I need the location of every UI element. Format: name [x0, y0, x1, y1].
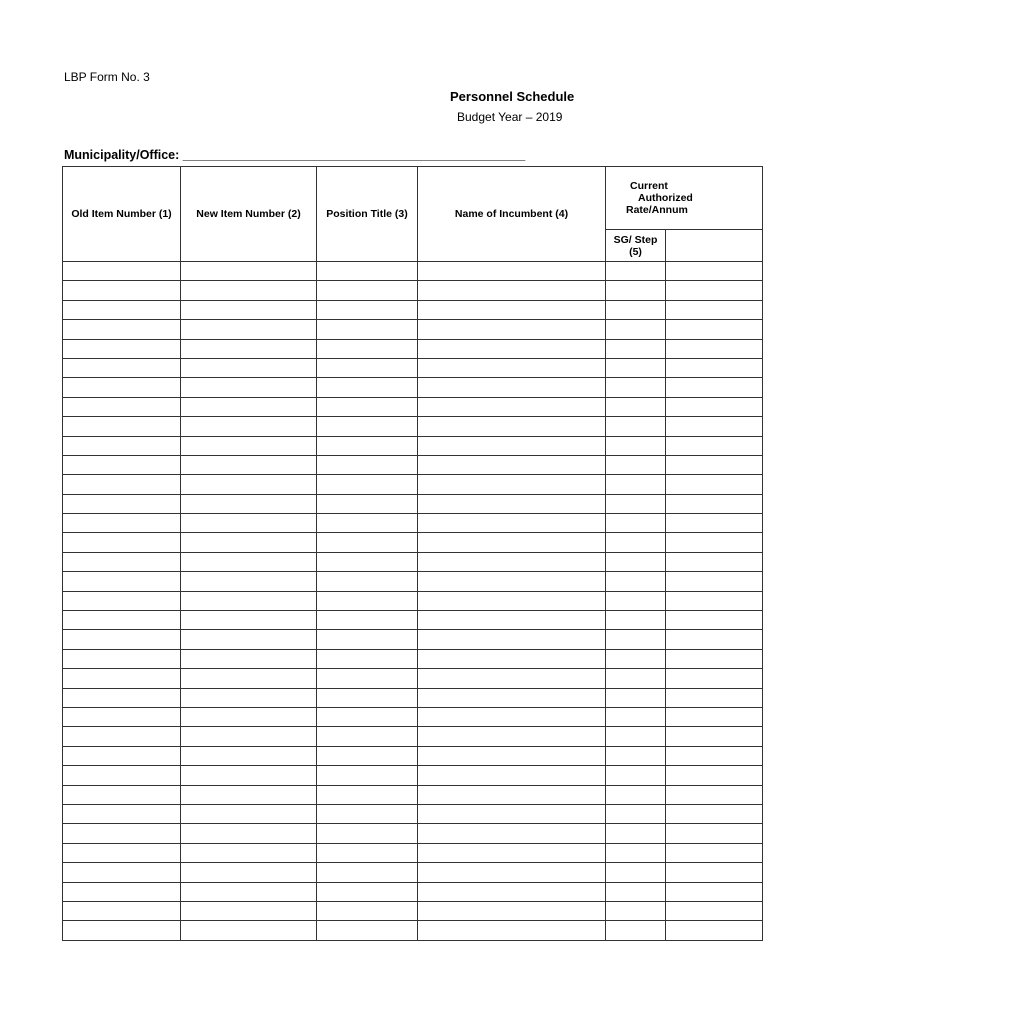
cell-next-col[interactable] — [666, 727, 763, 746]
cell-sg-step[interactable] — [606, 455, 666, 474]
cell-new-item[interactable] — [181, 591, 317, 610]
cell-new-item[interactable] — [181, 552, 317, 571]
cell-next-col[interactable] — [666, 688, 763, 707]
table-row — [63, 669, 763, 688]
cell-new-item[interactable] — [181, 785, 317, 804]
table-row — [63, 727, 763, 746]
cell-new-item[interactable] — [181, 320, 317, 339]
cell-next-col[interactable] — [666, 901, 763, 920]
cell-old-item[interactable] — [63, 572, 181, 591]
cell-sg-step[interactable] — [606, 397, 666, 416]
cell-old-item[interactable] — [63, 882, 181, 901]
cell-old-item[interactable] — [63, 320, 181, 339]
cell-old-item[interactable] — [63, 766, 181, 785]
cell-sg-step[interactable] — [606, 494, 666, 513]
cell-incumbent[interactable] — [418, 727, 606, 746]
table-row — [63, 552, 763, 571]
cell-incumbent[interactable] — [418, 572, 606, 591]
cell-sg-step[interactable] — [606, 882, 666, 901]
cell-position[interactable] — [317, 262, 418, 281]
header-sg-step-line2: (5) — [629, 245, 642, 258]
cell-position[interactable] — [317, 533, 418, 552]
cell-position[interactable] — [317, 804, 418, 823]
cell-next-col[interactable] — [666, 611, 763, 630]
cell-position[interactable] — [317, 649, 418, 668]
cell-new-item[interactable] — [181, 882, 317, 901]
cell-incumbent[interactable] — [418, 320, 606, 339]
cell-old-item[interactable] — [63, 514, 181, 533]
header-new-item-number: New Item Number (2) — [181, 167, 317, 262]
table-row — [63, 475, 763, 494]
cell-new-item[interactable] — [181, 572, 317, 591]
cell-old-item[interactable] — [63, 707, 181, 726]
table-row — [63, 281, 763, 300]
cell-position[interactable] — [317, 494, 418, 513]
cell-incumbent[interactable] — [418, 882, 606, 901]
cell-incumbent[interactable] — [418, 533, 606, 552]
cell-next-col[interactable] — [666, 494, 763, 513]
cell-position[interactable] — [317, 882, 418, 901]
cell-new-item[interactable] — [181, 611, 317, 630]
cell-position[interactable] — [317, 766, 418, 785]
cell-position[interactable] — [317, 727, 418, 746]
cell-position[interactable] — [317, 843, 418, 862]
cell-next-col[interactable] — [666, 262, 763, 281]
cell-position[interactable] — [317, 785, 418, 804]
cell-old-item[interactable] — [63, 552, 181, 571]
cell-old-item[interactable] — [63, 475, 181, 494]
cell-sg-step[interactable] — [606, 901, 666, 920]
cell-sg-step[interactable] — [606, 475, 666, 494]
cell-next-col[interactable] — [666, 358, 763, 377]
cell-new-item[interactable] — [181, 339, 317, 358]
table-row — [63, 455, 763, 474]
cell-sg-step[interactable] — [606, 766, 666, 785]
cell-new-item[interactable] — [181, 921, 317, 940]
table-row — [63, 611, 763, 630]
cell-incumbent[interactable] — [418, 630, 606, 649]
cell-new-item[interactable] — [181, 358, 317, 377]
cell-old-item[interactable] — [63, 611, 181, 630]
table-row — [63, 494, 763, 513]
cell-position[interactable] — [317, 552, 418, 571]
header-name-of-incumbent: Name of Incumbent (4) — [418, 167, 606, 262]
cell-position[interactable] — [317, 921, 418, 940]
table-row — [63, 436, 763, 455]
table-row — [63, 901, 763, 920]
cell-incumbent[interactable] — [418, 552, 606, 571]
table-row — [63, 630, 763, 649]
cell-next-col[interactable] — [666, 514, 763, 533]
cell-next-col[interactable] — [666, 669, 763, 688]
cell-new-item[interactable] — [181, 901, 317, 920]
table-row — [63, 533, 763, 552]
cell-position[interactable] — [317, 339, 418, 358]
header-next-subcolumn — [666, 230, 763, 262]
cell-position[interactable] — [317, 417, 418, 436]
cell-old-item[interactable] — [63, 669, 181, 688]
cell-incumbent[interactable] — [418, 397, 606, 416]
cell-position[interactable] — [317, 300, 418, 319]
cell-old-item[interactable] — [63, 262, 181, 281]
cell-position[interactable] — [317, 397, 418, 416]
cell-sg-step[interactable] — [606, 572, 666, 591]
cell-incumbent[interactable] — [418, 475, 606, 494]
cell-old-item[interactable] — [63, 649, 181, 668]
table-row — [63, 804, 763, 823]
cell-sg-step[interactable] — [606, 785, 666, 804]
cell-new-item[interactable] — [181, 669, 317, 688]
cell-next-col[interactable] — [666, 475, 763, 494]
cell-next-col[interactable] — [666, 804, 763, 823]
table-row — [63, 514, 763, 533]
municipality-field[interactable] — [64, 148, 525, 162]
cell-position[interactable] — [317, 901, 418, 920]
cell-new-item[interactable] — [181, 436, 317, 455]
cell-old-item[interactable] — [63, 863, 181, 882]
cell-next-col[interactable] — [666, 921, 763, 940]
cell-new-item[interactable] — [181, 727, 317, 746]
cell-old-item[interactable] — [63, 591, 181, 610]
cell-next-col[interactable] — [666, 591, 763, 610]
cell-incumbent[interactable] — [418, 901, 606, 920]
cell-new-item[interactable] — [181, 746, 317, 765]
cell-old-item[interactable] — [63, 436, 181, 455]
table-row — [63, 358, 763, 377]
cell-next-col[interactable] — [666, 882, 763, 901]
municipality-label: Municipality/Office: — [64, 148, 180, 162]
schedule-table-viewport — [62, 166, 693, 946]
cell-new-item[interactable] — [181, 707, 317, 726]
cell-position[interactable] — [317, 746, 418, 765]
cell-incumbent[interactable] — [418, 785, 606, 804]
cell-old-item[interactable] — [63, 417, 181, 436]
header-sg-step-line1: SG/ Step — [613, 233, 658, 246]
cell-sg-step[interactable] — [606, 436, 666, 455]
cell-sg-step[interactable] — [606, 591, 666, 610]
cell-new-item[interactable] — [181, 281, 317, 300]
cell-sg-step[interactable] — [606, 921, 666, 940]
cell-incumbent[interactable] — [418, 455, 606, 474]
cell-old-item[interactable] — [63, 921, 181, 940]
cell-sg-step[interactable] — [606, 804, 666, 823]
table-row — [63, 863, 763, 882]
header-current-authorized-rate — [606, 167, 763, 230]
cell-next-col[interactable] — [666, 339, 763, 358]
cell-next-col[interactable] — [666, 378, 763, 397]
cell-new-item[interactable] — [181, 300, 317, 319]
cell-incumbent[interactable] — [418, 494, 606, 513]
table-row — [63, 766, 763, 785]
cell-sg-step[interactable] — [606, 378, 666, 397]
cell-incumbent[interactable] — [418, 766, 606, 785]
cell-old-item[interactable] — [63, 397, 181, 416]
table-row — [63, 649, 763, 668]
header-position-title: Position Title (3) — [317, 167, 418, 262]
cell-position[interactable] — [317, 436, 418, 455]
cell-new-item[interactable] — [181, 688, 317, 707]
cell-sg-step[interactable] — [606, 707, 666, 726]
table-row — [63, 300, 763, 319]
cell-incumbent[interactable] — [418, 358, 606, 377]
cell-sg-step[interactable] — [606, 669, 666, 688]
header-current-line2: Authorized — [638, 192, 693, 204]
cell-position[interactable] — [317, 455, 418, 474]
cell-next-col[interactable] — [666, 436, 763, 455]
cell-new-item[interactable] — [181, 378, 317, 397]
cell-next-col[interactable] — [666, 300, 763, 319]
cell-new-item[interactable] — [181, 649, 317, 668]
cell-old-item[interactable] — [63, 339, 181, 358]
cell-position[interactable] — [317, 475, 418, 494]
cell-new-item[interactable] — [181, 475, 317, 494]
cell-next-col[interactable] — [666, 397, 763, 416]
cell-sg-step[interactable] — [606, 843, 666, 862]
cell-position[interactable] — [317, 591, 418, 610]
cell-new-item[interactable] — [181, 533, 317, 552]
cell-new-item[interactable] — [181, 863, 317, 882]
cell-incumbent[interactable] — [418, 707, 606, 726]
cell-sg-step[interactable] — [606, 262, 666, 281]
cell-old-item[interactable] — [63, 824, 181, 843]
cell-old-item[interactable] — [63, 746, 181, 765]
cell-sg-step[interactable] — [606, 552, 666, 571]
cell-incumbent[interactable] — [418, 417, 606, 436]
table-row — [63, 746, 763, 765]
table-row — [63, 843, 763, 862]
cell-sg-step[interactable] — [606, 863, 666, 882]
cell-new-item[interactable] — [181, 630, 317, 649]
cell-incumbent[interactable] — [418, 378, 606, 397]
cell-new-item[interactable] — [181, 455, 317, 474]
cell-sg-step[interactable] — [606, 358, 666, 377]
cell-next-col[interactable] — [666, 320, 763, 339]
cell-old-item[interactable] — [63, 901, 181, 920]
cell-next-col[interactable] — [666, 746, 763, 765]
table-row — [63, 339, 763, 358]
table-row — [63, 707, 763, 726]
cell-next-col[interactable] — [666, 572, 763, 591]
cell-position[interactable] — [317, 378, 418, 397]
cell-old-item[interactable] — [63, 630, 181, 649]
header-current-line3: Rate/Annum — [626, 204, 688, 216]
cell-sg-step[interactable] — [606, 339, 666, 358]
cell-sg-step[interactable] — [606, 417, 666, 436]
cell-new-item[interactable] — [181, 417, 317, 436]
cell-incumbent[interactable] — [418, 514, 606, 533]
cell-sg-step[interactable] — [606, 630, 666, 649]
cell-next-col[interactable] — [666, 785, 763, 804]
cell-sg-step[interactable] — [606, 746, 666, 765]
table-row — [63, 417, 763, 436]
title-text: Personnel Schedule — [450, 89, 575, 104]
cell-incumbent[interactable] — [418, 863, 606, 882]
cell-incumbent[interactable] — [418, 669, 606, 688]
table-row — [63, 397, 763, 416]
table-row — [63, 320, 763, 339]
cell-next-col[interactable] — [666, 552, 763, 571]
cell-new-item[interactable] — [181, 494, 317, 513]
cell-position[interactable] — [317, 572, 418, 591]
cell-next-col[interactable] — [666, 417, 763, 436]
cell-old-item[interactable] — [63, 688, 181, 707]
cell-old-item[interactable] — [63, 281, 181, 300]
cell-next-col[interactable] — [666, 533, 763, 552]
table-row — [63, 824, 763, 843]
cell-next-col[interactable] — [666, 843, 763, 862]
cell-sg-step[interactable] — [606, 514, 666, 533]
table-row — [63, 785, 763, 804]
cell-new-item[interactable] — [181, 766, 317, 785]
cell-incumbent[interactable] — [418, 339, 606, 358]
cell-position[interactable] — [317, 688, 418, 707]
cell-incumbent[interactable] — [418, 300, 606, 319]
cell-sg-step[interactable] — [606, 281, 666, 300]
cell-new-item[interactable] — [181, 843, 317, 862]
cell-new-item[interactable] — [181, 514, 317, 533]
cell-position[interactable] — [317, 611, 418, 630]
cell-next-col[interactable] — [666, 824, 763, 843]
cell-position[interactable] — [317, 824, 418, 843]
cell-next-col[interactable] — [666, 455, 763, 474]
cell-next-col[interactable] — [666, 766, 763, 785]
cell-new-item[interactable] — [181, 397, 317, 416]
cell-old-item[interactable] — [63, 727, 181, 746]
table-row — [63, 688, 763, 707]
cell-sg-step[interactable] — [606, 320, 666, 339]
cell-next-col[interactable] — [666, 649, 763, 668]
cell-incumbent[interactable] — [418, 262, 606, 281]
municipality-blank-line[interactable]: _____________________________________________________ — [182, 148, 525, 162]
cell-position[interactable] — [317, 358, 418, 377]
cell-incumbent[interactable] — [418, 649, 606, 668]
table-row — [63, 921, 763, 940]
cell-incumbent[interactable] — [418, 824, 606, 843]
cell-old-item[interactable] — [63, 494, 181, 513]
cell-old-item[interactable] — [63, 785, 181, 804]
cell-old-item[interactable] — [63, 300, 181, 319]
cell-old-item[interactable] — [63, 843, 181, 862]
cell-position[interactable] — [317, 707, 418, 726]
cell-position[interactable] — [317, 863, 418, 882]
table-row — [63, 882, 763, 901]
cell-next-col[interactable] — [666, 707, 763, 726]
cell-incumbent[interactable] — [418, 804, 606, 823]
cell-position[interactable] — [317, 320, 418, 339]
subtitle-text: Budget Year – 2019 — [457, 110, 563, 124]
cell-incumbent[interactable] — [418, 746, 606, 765]
cell-sg-step[interactable] — [606, 688, 666, 707]
cell-next-col[interactable] — [666, 863, 763, 882]
table-row — [63, 262, 763, 281]
form-number: LBP Form No. 3 — [64, 70, 150, 84]
header-old-item-number: Old Item Number (1) — [63, 167, 181, 262]
cell-position[interactable] — [317, 281, 418, 300]
cell-incumbent[interactable] — [418, 436, 606, 455]
cell-incumbent[interactable] — [418, 921, 606, 940]
cell-new-item[interactable] — [181, 262, 317, 281]
cell-sg-step[interactable] — [606, 300, 666, 319]
table-row — [63, 591, 763, 610]
cell-incumbent[interactable] — [418, 281, 606, 300]
cell-old-item[interactable] — [63, 455, 181, 474]
cell-incumbent[interactable] — [418, 611, 606, 630]
cell-sg-step[interactable] — [606, 824, 666, 843]
cell-next-col[interactable] — [666, 281, 763, 300]
cell-position[interactable] — [317, 630, 418, 649]
table-row — [63, 572, 763, 591]
cell-sg-step[interactable] — [606, 611, 666, 630]
table-body — [63, 262, 763, 941]
cell-incumbent[interactable] — [418, 591, 606, 610]
cell-incumbent[interactable] — [418, 688, 606, 707]
cell-sg-step[interactable] — [606, 533, 666, 552]
cell-next-col[interactable] — [666, 630, 763, 649]
cell-old-item[interactable] — [63, 358, 181, 377]
cell-position[interactable] — [317, 669, 418, 688]
cell-new-item[interactable] — [181, 824, 317, 843]
table-row — [63, 378, 763, 397]
cell-old-item[interactable] — [63, 804, 181, 823]
cell-position[interactable] — [317, 514, 418, 533]
cell-old-item[interactable] — [63, 378, 181, 397]
cell-sg-step[interactable] — [606, 727, 666, 746]
header-current-line1: Current — [630, 180, 668, 192]
header-sg-step — [606, 230, 666, 262]
cell-old-item[interactable] — [63, 533, 181, 552]
cell-incumbent[interactable] — [418, 843, 606, 862]
cell-sg-step[interactable] — [606, 649, 666, 668]
cell-new-item[interactable] — [181, 804, 317, 823]
personnel-schedule-table — [62, 166, 763, 941]
